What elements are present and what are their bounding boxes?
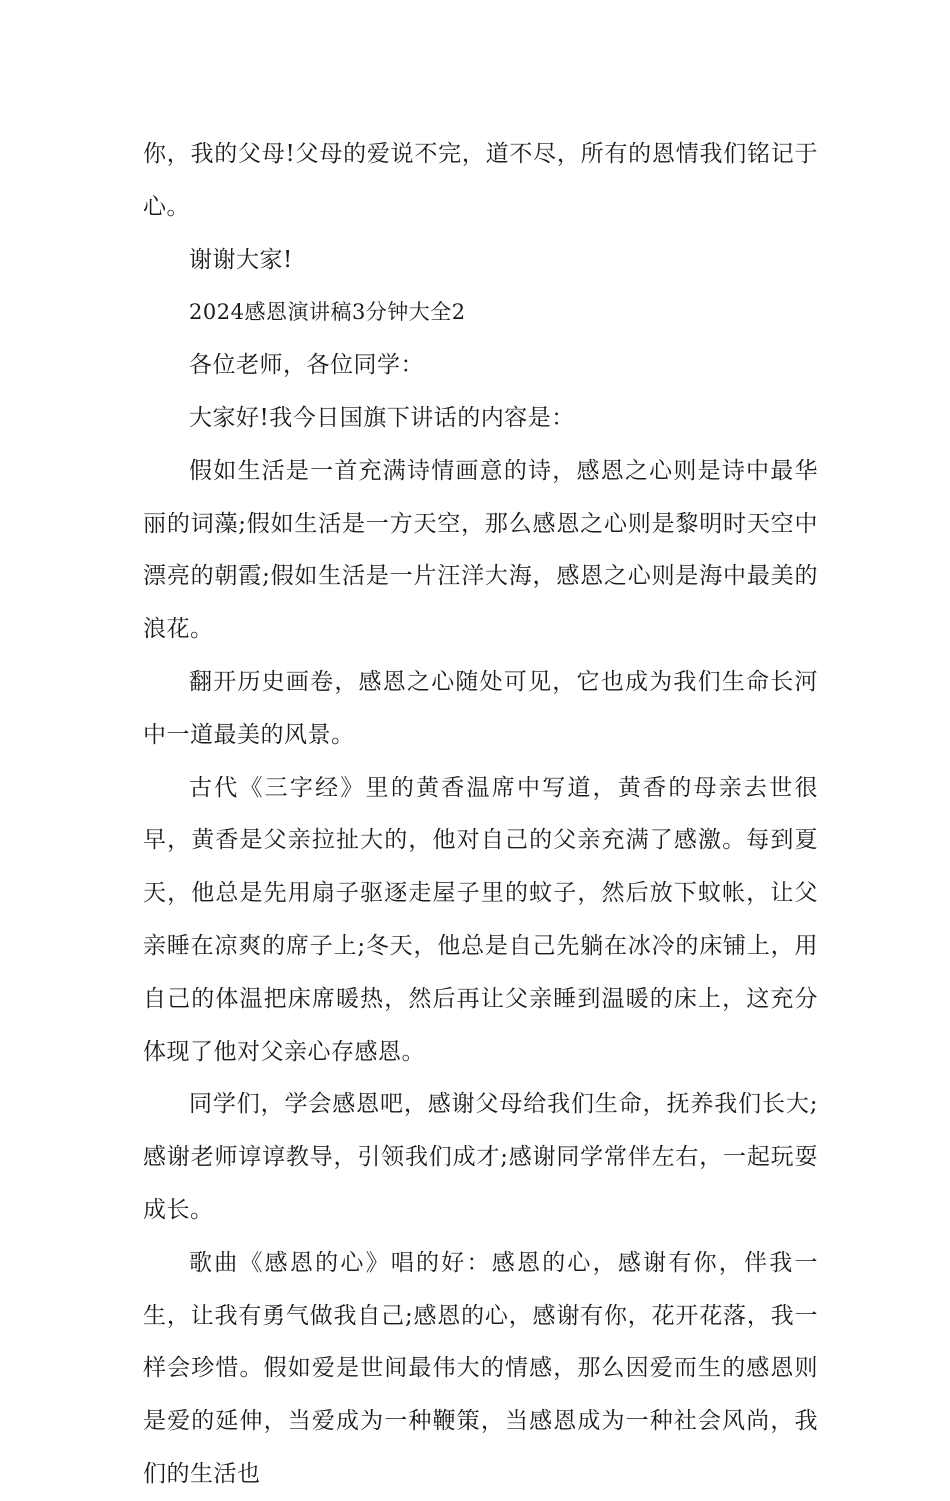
section-title: 2024感恩演讲稿3分钟大全2 <box>189 300 466 325</box>
paragraph-classmates: 同学们，学会感恩吧，感谢父母给我们生命，抚养我们长大;感谢老师谆谆教导，引领我们成才;感谢同学常伴左右，一起玩耍成长。 <box>143 1091 818 1223</box>
paragraph-intro: 大家好!我今日国旗下讲话的内容是： <box>189 404 575 431</box>
paragraph-song: 歌曲《感恩的心》唱的好：感恩的心，感谢有你，伴我一生，让我有勇气做我自己;感恩的心，感谢有你，花开花落，我一样会珍惜。假如爱是世间最伟大的情感，那么因爱而生的感恩则是爱的延伸，当爱成为一种鞭策，当感恩成为一种社会风尚，我们的生活也 <box>143 1249 818 1487</box>
paragraph-huangxiang: 古代《三字经》里的黄香温席中写道，黄香的母亲去世很早，黄香是父亲拉扯大的，他对自己的父亲充满了感激。每到夏天，他总是先用扇子驱逐走屋子里的蚊子，然后放下蚊帐，让父亲睡在凉爽的席子上;冬天，他总是自己先躺在冰冷的床铺上，用自己的体温把床席暖热，然后再让父亲睡到温暖的床上，这充分体现了他对父亲心存感恩。 <box>143 774 818 1065</box>
paragraph-greeting: 各位老师，各位同学： <box>189 352 424 379</box>
paragraph-continuation: 你，我的父母!父母的爱说不完，道不尽，所有的恩情我们铭记于心。 <box>143 141 818 220</box>
paragraph-history: 翻开历史画卷，感恩之心随处可见，它也成为我们生命长河中一道最美的风景。 <box>143 668 818 748</box>
paragraph-metaphor: 假如生活是一首充满诗情画意的诗，感恩之心则是诗中最华丽的词藻;假如生活是一方天空，那么感恩之心则是黎明时天空中漂亮的朝霞;假如生活是一片汪洋大海，感恩之心则是海中最美的浪花。 <box>143 457 818 643</box>
document-body <box>143 128 818 1501</box>
paragraph-thanks: 谢谢大家! <box>189 246 293 273</box>
